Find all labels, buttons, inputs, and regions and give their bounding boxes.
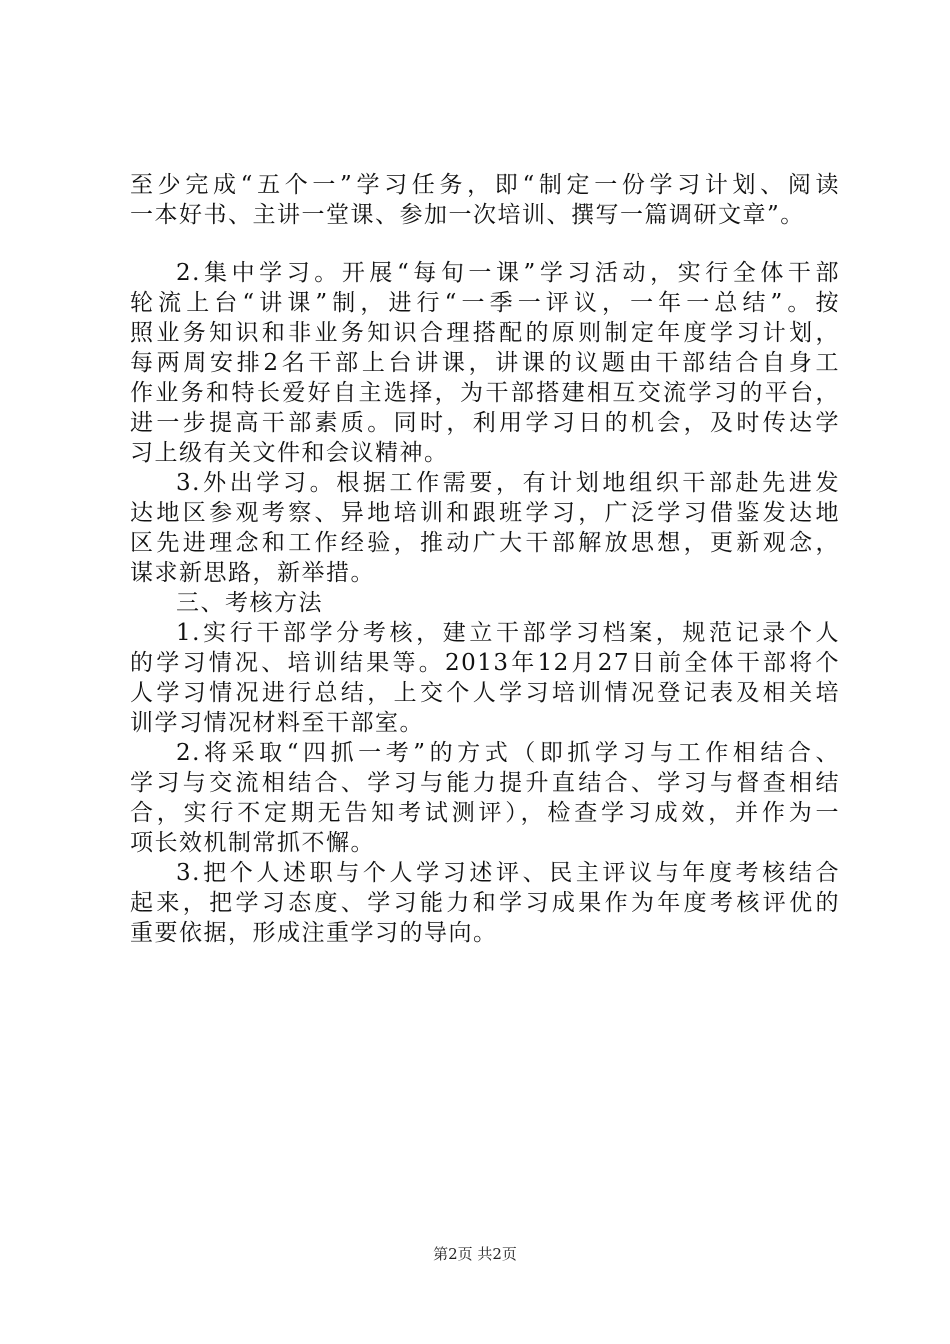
text-line: 的学习情况、培训结果等。2013年12月27日前全体干部将个 [130, 650, 840, 676]
paragraph-four-grasps [130, 738, 840, 858]
paragraph-study-tasks [130, 170, 840, 230]
text-line: 至少完成“五个一”学习任务，即“制定一份学习计划、阅读 [130, 172, 840, 198]
text-line: 区先进理念和工作经验，推动广大干部解放思想，更新观念， [130, 530, 840, 556]
text-line: 人学习情况进行总结，上交个人学习培训情况登记表及相关培 [130, 680, 840, 706]
text-line: 进一步提高干部素质。同时，利用学习日的机会，及时传达学 [130, 410, 840, 436]
text-line: 一本好书、主讲一堂课、参加一次培训、撰写一篇调研文章”。 [130, 202, 805, 228]
text-line: 习上级有关文件和会议精神。 [130, 440, 449, 466]
text-line: 训学习情况材料至干部室。 [130, 710, 424, 736]
text-line: 谋求新思路，新举措。 [130, 560, 375, 586]
page-footer [0, 1244, 950, 1264]
text-line: 照业务知识和非业务知识合理搭配的原则制定年度学习计划， [130, 320, 840, 346]
text-line: 项长效机制常抓不懈。 [130, 830, 375, 856]
text-line: 3.外出学习。根据工作需要，有计划地组织干部赴先进发 [176, 470, 840, 496]
paragraph-gap [130, 230, 840, 258]
paragraph-annual-review [130, 858, 840, 948]
paragraph-external-study [130, 468, 840, 588]
section-heading [130, 588, 840, 618]
text-line: 1.实行干部学分考核，建立干部学习档案，规范记录个人 [176, 620, 840, 646]
text-line: 学习与交流相结合、学习与能力提升直结合、学习与督查相结 [130, 770, 840, 796]
text-line: 轮流上台“讲课”制，进行“一季一评议，一年一总结”。按 [130, 290, 840, 316]
text-line: 作业务和特长爱好自主选择，为干部搭建相互交流学习的平台， [130, 380, 840, 406]
text-line: 2.将采取“四抓一考”的方式（即抓学习与工作相结合、 [176, 740, 840, 766]
section-heading-text: 三、考核方法 [176, 590, 323, 616]
text-line: 达地区参观考察、异地培训和跟班学习，广泛学习借鉴发达地 [130, 500, 840, 526]
text-line: 重要依据，形成注重学习的导向。 [130, 920, 498, 946]
page-number-label: 第2页 共2页 [433, 1245, 517, 1263]
text-line: 3.把个人述职与个人学习述评、民主评议与年度考核结合 [176, 860, 840, 886]
document-body [130, 170, 840, 948]
paragraph-centralized-study [130, 258, 840, 468]
text-line: 起来，把学习态度、学习能力和学习成果作为年度考核评优的 [130, 890, 840, 916]
text-line: 每两周安排2名干部上台讲课，讲课的议题由干部结合自身工 [130, 350, 840, 376]
text-line: 合，实行不定期无告知考试测评），检查学习成效，并作为一 [130, 800, 840, 826]
text-line: 2.集中学习。开展“每旬一课”学习活动，实行全体干部 [176, 260, 840, 286]
paragraph-credit-assessment [130, 618, 840, 738]
